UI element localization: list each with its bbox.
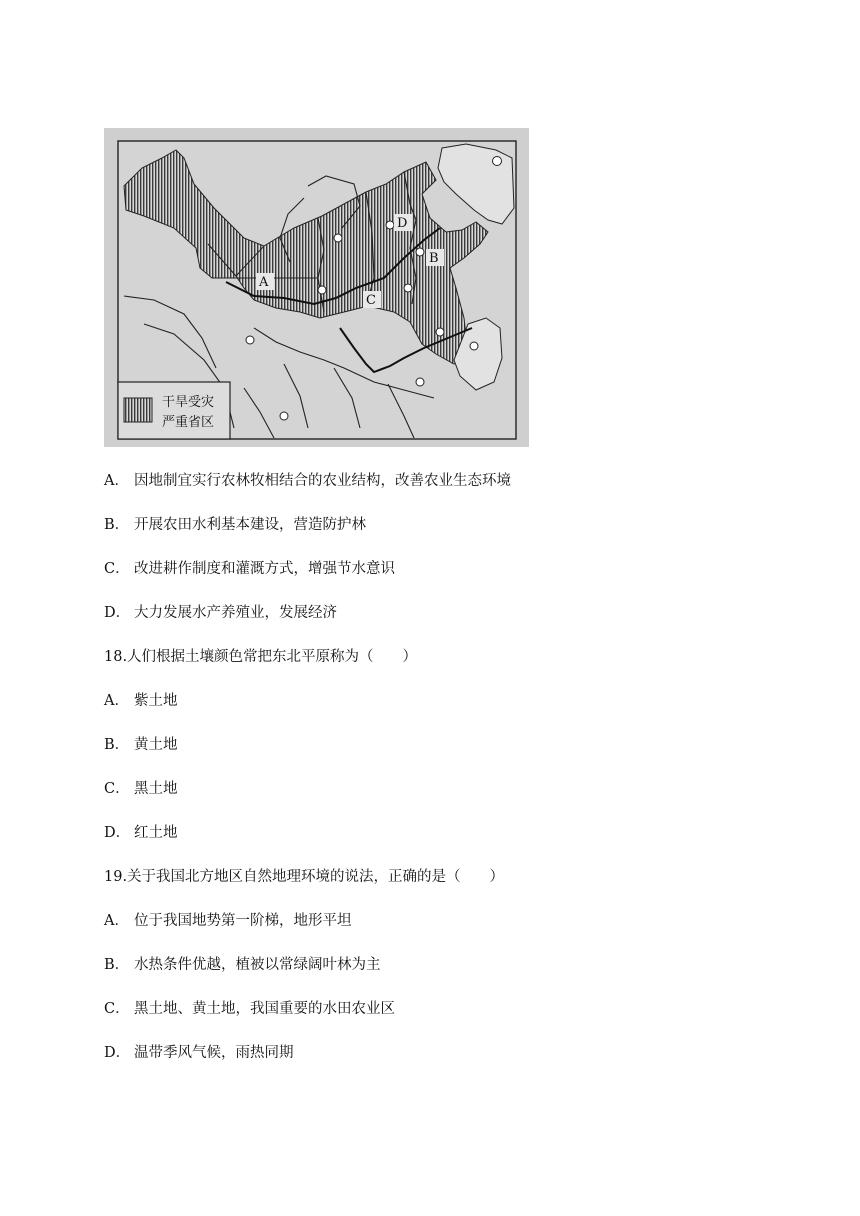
option-letter: C． <box>104 561 130 577</box>
region-label-a: A <box>259 275 269 290</box>
region-label-c: C <box>366 293 376 308</box>
q19-option-d <box>104 1043 294 1063</box>
q18-option-d <box>104 823 178 843</box>
q18-option-a <box>104 691 178 711</box>
option-letter: D． <box>104 605 131 621</box>
q19-option-a <box>104 911 352 931</box>
option-text: 改进耕作制度和灌溉方式，增强节水意识 <box>134 561 395 577</box>
option-text: 红土地 <box>134 825 178 841</box>
option-text: 因地制宜实行农林牧相结合的农业结构，改善农业生态环境 <box>134 473 511 489</box>
option-letter: B． <box>104 737 130 753</box>
option-text: 黄土地 <box>134 737 178 753</box>
option-letter: D． <box>104 825 131 841</box>
q17-option-c <box>104 559 395 579</box>
option-text: 黑土地 <box>134 781 178 797</box>
drought-map <box>104 128 529 447</box>
q18-option-b <box>104 735 178 755</box>
option-letter: D． <box>104 1045 131 1061</box>
q17-option-d <box>104 603 337 623</box>
region-label-b: B <box>429 251 439 266</box>
option-letter: C． <box>104 781 130 797</box>
option-letter: A． <box>104 693 129 709</box>
drought-map-figure <box>104 128 529 447</box>
option-text: 开展农田水利基本建设，营造防护林 <box>134 517 366 533</box>
option-letter: B． <box>104 517 130 533</box>
region-label-d: D <box>397 216 408 231</box>
legend-text-line2: 严重省区 <box>162 415 215 430</box>
option-text: 温带季风气候，雨热同期 <box>134 1045 294 1061</box>
option-letter: A． <box>104 473 129 489</box>
option-letter: C． <box>104 1001 130 1017</box>
option-text: 大力发展水产养殖业，发展经济 <box>134 605 337 621</box>
option-text: 位于我国地势第一阶梯，地形平坦 <box>134 913 352 929</box>
option-text: 紫土地 <box>134 693 178 709</box>
q19-stem: 19.关于我国北方地区自然地理环境的说法，正确的是（ ） <box>104 869 505 885</box>
q19-option-b <box>104 955 381 975</box>
q18-option-c <box>104 779 178 799</box>
q18-stem: 18.人们根据土壤颜色常把东北平原称为（ ） <box>104 649 418 665</box>
option-text: 黑土地、黄土地，我国重要的水田农业区 <box>134 1001 395 1017</box>
q17-option-a <box>104 471 511 491</box>
option-text: 水热条件优越，植被以常绿阔叶林为主 <box>134 957 381 973</box>
legend-hatch-swatch <box>124 398 152 422</box>
option-letter: A． <box>104 913 129 929</box>
legend-text-line1: 干旱受灾 <box>162 395 215 410</box>
q17-option-b <box>104 515 366 535</box>
option-letter: B． <box>104 957 130 973</box>
q19-option-c <box>104 999 395 1019</box>
map-legend <box>118 382 230 439</box>
